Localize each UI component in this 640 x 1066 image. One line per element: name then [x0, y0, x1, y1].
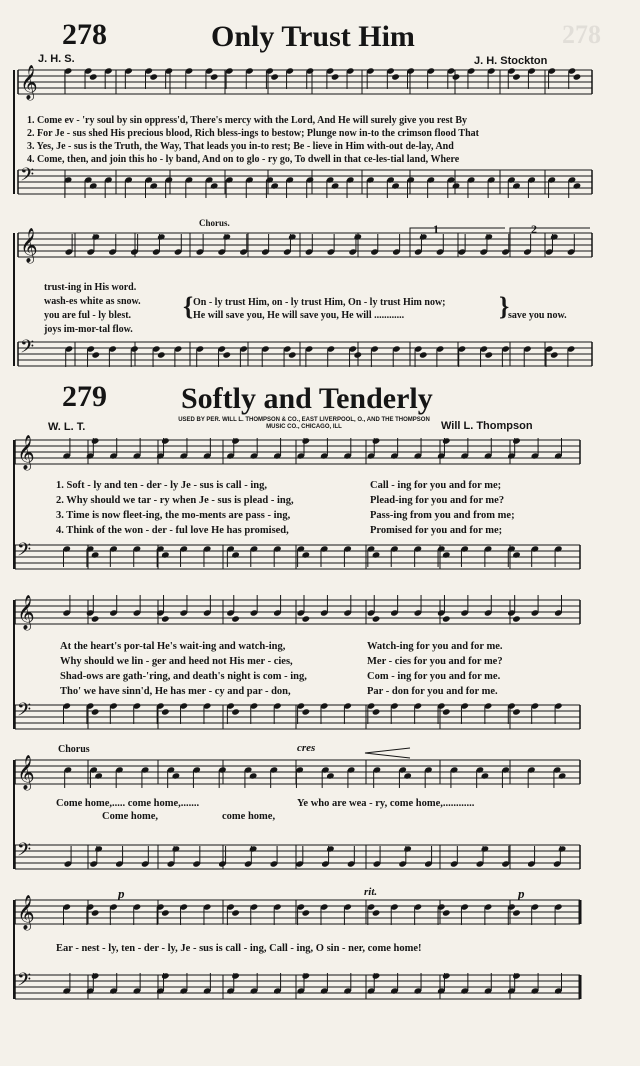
chorus-brace-close: } — [499, 292, 510, 321]
treble-clef: 𝄞 — [20, 65, 38, 100]
note-head — [231, 437, 240, 444]
crescendo-hairpin — [365, 748, 410, 758]
chorus-line-2-278: He will save you, He will save you, He will ............ — [193, 310, 405, 321]
verse-a-2-279: 2. Why should we tar - ry when Je - sus is plead - ing, — [56, 495, 294, 506]
note-head — [231, 551, 240, 558]
note-head — [573, 73, 582, 80]
note-head — [161, 972, 170, 979]
note-head — [161, 708, 170, 715]
note-head — [149, 73, 158, 80]
treble-clef: 𝄞 — [17, 595, 35, 630]
verse-a-3-279: 3. Time is now fleet-ing, the mo-ments are pass - ing, — [56, 510, 291, 521]
note-head — [442, 437, 451, 444]
note-head — [222, 233, 231, 240]
verse-b-2-279: Why should we lin - ger and heed not His mer - cies, — [60, 656, 293, 667]
note-head — [161, 437, 170, 444]
note-head — [481, 772, 490, 779]
verse-ending-3: you are ful - ly blest. — [44, 310, 132, 321]
note-head — [372, 437, 381, 444]
verse-b-end-4: Par - don for you and for me. — [367, 686, 498, 697]
note-head — [161, 551, 170, 558]
note-head — [442, 909, 451, 916]
note-head — [222, 351, 231, 358]
note-head — [302, 972, 311, 979]
verse-b-end-3: Com - ing for you and for me. — [367, 671, 501, 682]
note-head — [512, 708, 521, 715]
note-head — [512, 551, 521, 558]
verse-3-278: 3. Yes, Je - sus is the Truth, the Way, That leads you in-to rest; Be - lieve in Him with-out de-lay, And — [27, 141, 454, 152]
bass-clef: 𝄢 — [17, 840, 32, 865]
music-credit-279: Will L. Thompson — [441, 420, 533, 432]
verse-b-4-279: Tho' we have sinn'd, He has mer - cy and par - don, — [60, 686, 291, 697]
note-head — [270, 73, 279, 80]
verse-b-3-279: Shad-ows are gath-'ring, and death's night is com - ing, — [60, 671, 307, 682]
chorus-upper-279: Come home,..... come home,....... — [56, 798, 200, 809]
chorus-lower-279: Come home, — [102, 811, 158, 822]
music-credit-278: J. H. Stockton — [474, 55, 548, 67]
verse-a-1-279: 1. Soft - ly and ten - der - ly Je - sus is call - ing, — [56, 480, 267, 491]
note-head — [288, 351, 297, 358]
bass-clef: 𝄢 — [20, 165, 35, 190]
note-head — [442, 972, 451, 979]
verse-a-end-3: Pass-ing from you and from me; — [370, 510, 515, 521]
note-head — [512, 182, 521, 189]
note-head — [91, 351, 100, 358]
note-head — [442, 551, 451, 558]
note-head — [372, 615, 381, 622]
page-number-bleed: 278 — [562, 20, 601, 49]
note-head — [550, 351, 559, 358]
note-head — [94, 772, 103, 779]
note-head — [550, 233, 559, 240]
note-head — [302, 551, 311, 558]
dynamic-piano: p — [118, 886, 125, 901]
verse-b-end-1: Watch-ing for you and for me. — [367, 641, 503, 652]
treble-clef: 𝄞 — [20, 228, 38, 263]
note-head — [249, 845, 258, 852]
verse-ending-2: wash-es white as snow. — [44, 296, 141, 307]
note-head — [452, 73, 461, 80]
note-head — [512, 615, 521, 622]
note-head — [331, 73, 340, 80]
note-head — [512, 73, 521, 80]
note-head — [172, 845, 181, 852]
ending-2-bracket — [510, 228, 590, 235]
note-head — [270, 182, 279, 189]
chorus-line-1-278: On - ly trust Him, on - ly trust Him, On - ly trust Him now; — [193, 297, 446, 308]
bass-clef: 𝄢 — [17, 970, 32, 995]
verse-2-278: 2. For Je - sus shed His precious blood, Rich bless-ings to bestow; Plunge now in-to the crimson flood That — [27, 128, 479, 139]
hymn-title-279: Softly and Tenderly — [181, 382, 433, 415]
words-credit-278: J. H. S. — [38, 53, 75, 65]
note-head — [89, 182, 98, 189]
chorus-tail-278: save you now. — [508, 310, 567, 321]
note-head — [231, 708, 240, 715]
note-head — [302, 909, 311, 916]
note-head — [302, 437, 311, 444]
note-head — [512, 437, 521, 444]
note-head — [558, 845, 567, 852]
ritardando-mark: rit. — [364, 886, 378, 898]
verse-b-end-2: Mer - cies for you and for me? — [367, 656, 503, 667]
note-head — [391, 73, 400, 80]
verse-1-278: 1. Come ev - 'ry soul by sin oppress'd, There's mercy with the Lord, And He will surely give you rest By — [27, 115, 468, 126]
verse-a-end-1: Call - ing for you and for me; — [370, 480, 502, 491]
note-head — [210, 73, 219, 80]
note-head — [91, 233, 100, 240]
treble-clef: 𝄞 — [17, 895, 35, 930]
hymn-title-278: Only Trust Him — [211, 20, 415, 53]
verse-a-end-2: Plead-ing for you and for me? — [370, 495, 505, 506]
note-head — [452, 182, 461, 189]
note-head — [331, 182, 340, 189]
note-head — [89, 73, 98, 80]
note-head — [91, 972, 100, 979]
chorus-label-279: Chorus — [58, 744, 90, 755]
chorus-lower-2-279: come home, — [222, 811, 276, 822]
chorus-upper-2-279: Ye who are wea - ry, come home,............ — [297, 798, 475, 809]
dynamic-piano-2: p — [518, 886, 525, 901]
note-head — [288, 233, 297, 240]
note-head — [573, 182, 582, 189]
note-head — [231, 972, 240, 979]
note-head — [149, 182, 158, 189]
verse-a-4-279: 4. Think of the won - der - ful love He has promised, — [56, 525, 289, 536]
note-head — [91, 437, 100, 444]
verse-a-end-4: Promised for you and for me; — [370, 525, 503, 536]
chorus-label-278: Chorus. — [199, 218, 230, 228]
note-head — [419, 351, 428, 358]
note-head — [231, 909, 240, 916]
note-head — [558, 772, 567, 779]
verse-ending-4: joys im-mor-tal flow. — [44, 324, 133, 335]
note-head — [372, 708, 381, 715]
verse-ending-1: trust-ing in His word. — [44, 282, 137, 293]
treble-clef: 𝄞 — [17, 755, 35, 790]
note-head — [302, 708, 311, 715]
copyright-notice: USED BY PER. WILL L. THOMPSON & CO., EAST LIVERPOOL, O., AND THE THOMPSON MUSIC CO., CHICAGO, ILL — [178, 417, 430, 430]
note-head — [353, 233, 362, 240]
note-head — [326, 772, 335, 779]
note-head — [94, 845, 103, 852]
note-head — [353, 351, 362, 358]
note-head — [372, 972, 381, 979]
final-line-279: Ear - nest - ly, ten - der - ly, Je - sus is call - ing, Call - ing, O sin - ner, come home! — [56, 943, 422, 954]
verse-4-278: 4. Come, then, and join this ho - ly band, And on to glo - ry go, To dwell in that ce-les-tial land, Where — [27, 154, 460, 165]
note-head — [419, 233, 428, 240]
note-head — [403, 772, 412, 779]
bass-clef: 𝄢 — [20, 337, 35, 362]
verse-b-1-279: At the heart's por-tal He's wait-ing and watch-ing, — [60, 641, 286, 652]
treble-clef: 𝄞 — [17, 435, 35, 470]
note-head — [157, 233, 166, 240]
note-head — [231, 615, 240, 622]
note-head — [210, 182, 219, 189]
note-head — [249, 772, 258, 779]
note-head — [403, 845, 412, 852]
bass-clef: 𝄢 — [17, 540, 32, 565]
cresc-mark: cres — [297, 742, 316, 754]
ending-1: 1 — [433, 222, 439, 236]
note-head — [91, 708, 100, 715]
hymn-number-279: 279 — [62, 380, 107, 413]
note-head — [157, 351, 166, 358]
bass-clef: 𝄢 — [17, 700, 32, 725]
words-credit-279: W. L. T. — [48, 421, 86, 433]
note-head — [484, 233, 493, 240]
chorus-brace: { — [183, 292, 194, 321]
ending-2: 2 — [531, 222, 537, 236]
hymn-number-278: 278 — [62, 18, 107, 51]
note-head — [512, 909, 521, 916]
note-head — [91, 909, 100, 916]
note-head — [484, 351, 493, 358]
note-head — [161, 909, 170, 916]
note-head — [442, 708, 451, 715]
note-head — [91, 551, 100, 558]
note-head — [91, 615, 100, 622]
note-head — [442, 615, 451, 622]
note-head — [481, 845, 490, 852]
note-head — [326, 845, 335, 852]
note-head — [161, 615, 170, 622]
note-head — [372, 909, 381, 916]
note-head — [172, 772, 181, 779]
note-head — [372, 551, 381, 558]
note-head — [391, 182, 400, 189]
note-head — [512, 972, 521, 979]
note-head — [302, 615, 311, 622]
